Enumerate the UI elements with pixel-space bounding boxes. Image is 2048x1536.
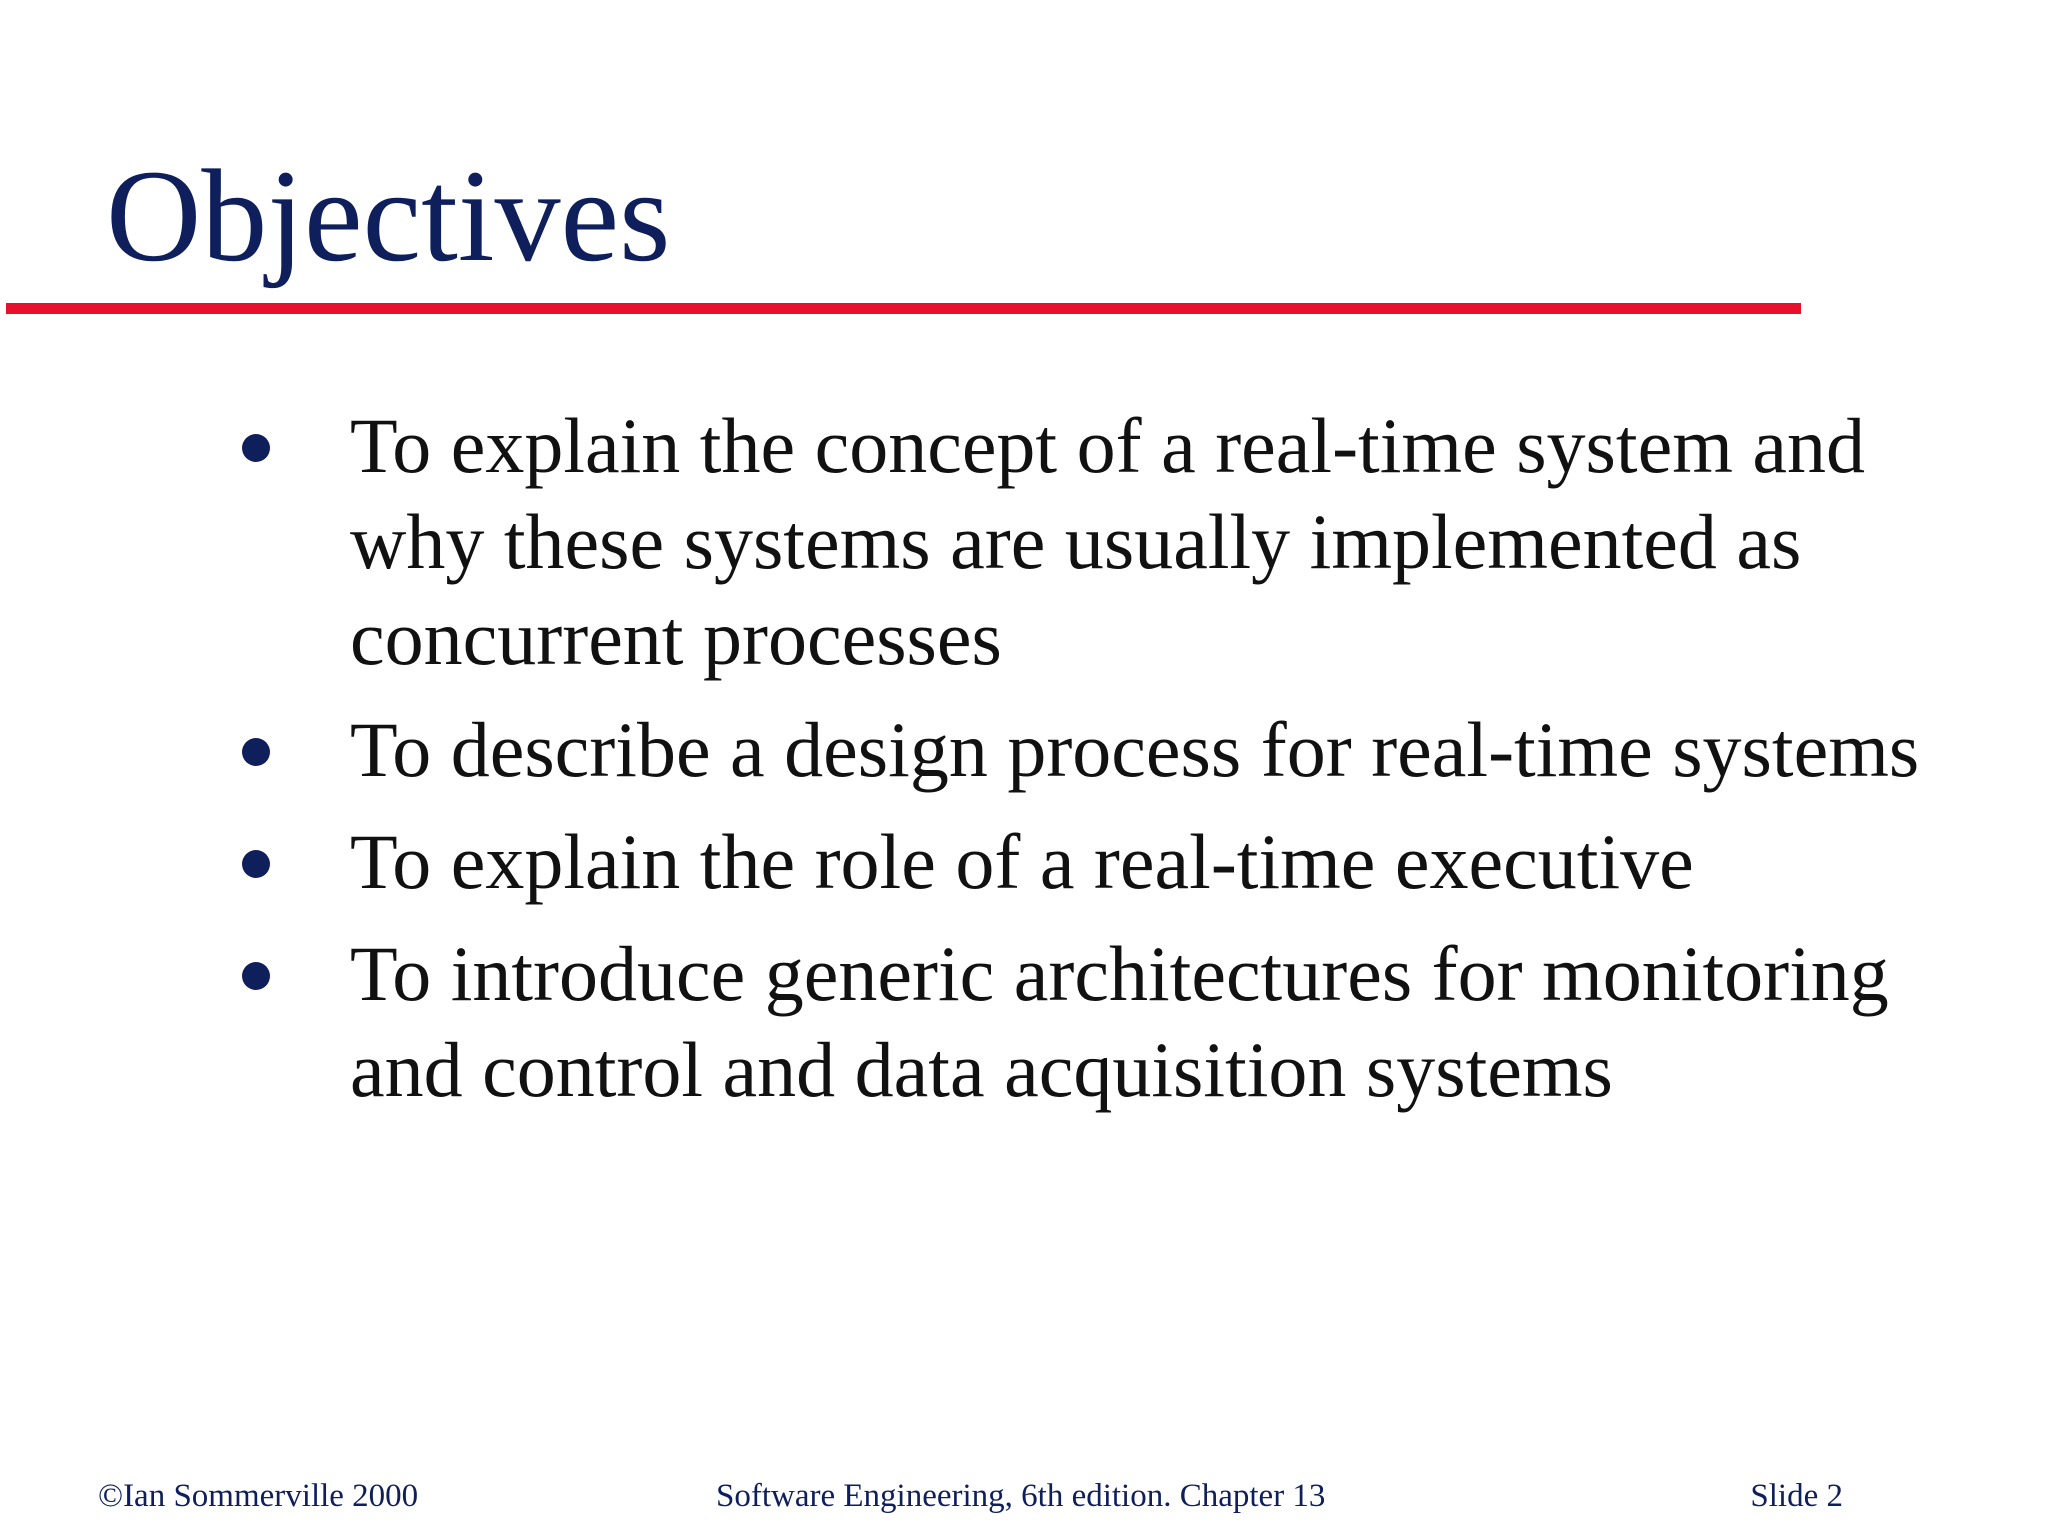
title-underline	[6, 303, 1801, 314]
bullet-icon	[242, 434, 270, 462]
footer-copyright: ©Ian Sommerville 2000	[98, 1478, 419, 1514]
bullet-text: To explain the role of a real-time executive	[350, 818, 1694, 905]
objectives-list	[240, 398, 1980, 1134]
bullet-text: To explain the concept of a real-time system and why these systems are usually implemented as concurrent processes	[350, 402, 1865, 681]
bullet-text: To describe a design process for real-time systems	[350, 706, 1920, 793]
list-item	[240, 814, 1980, 910]
list-item	[240, 702, 1980, 798]
list-item	[240, 926, 1980, 1118]
bullet-text: To introduce generic architectures for monitoring and control and data acquisition systems	[350, 930, 1889, 1113]
bullet-icon	[242, 962, 270, 990]
slide-title: Objectives	[106, 142, 671, 289]
footer-course-title: Software Engineering, 6th edition. Chapter 13	[716, 1478, 1326, 1514]
footer-slide-number: Slide 2	[1750, 1478, 1843, 1514]
list-item	[240, 398, 1980, 686]
bullet-icon	[242, 850, 270, 878]
bullet-icon	[242, 738, 270, 766]
